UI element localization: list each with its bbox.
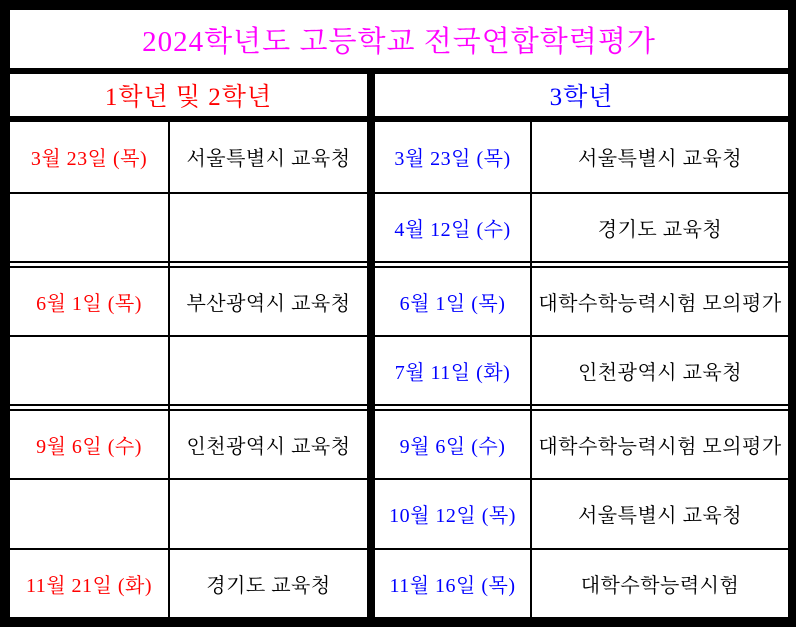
date-cell: 10월 12일 (목) <box>371 479 531 548</box>
org-cell <box>169 193 371 262</box>
org-cell <box>169 336 371 405</box>
org-cell: 대학수학능력시험 <box>531 549 789 618</box>
org-cell: 부산광역시 교육청 <box>169 267 371 336</box>
date-cell: 11월 21일 (화) <box>9 549 169 618</box>
org-cell: 경기도 교육청 <box>531 193 789 262</box>
date-cell: 9월 6일 (수) <box>371 410 531 479</box>
date-cell: 11월 16일 (목) <box>371 549 531 618</box>
org-cell: 서울특별시 교육청 <box>169 119 371 193</box>
date-cell <box>9 193 169 262</box>
org-cell: 대학수학능력시험 모의평가 <box>531 267 789 336</box>
table-row <box>9 410 789 479</box>
date-cell: 3월 23일 (목) <box>371 119 531 193</box>
header-grade-3: 3학년 <box>371 71 789 119</box>
date-cell: 7월 11일 (화) <box>371 336 531 405</box>
date-cell: 6월 1일 (목) <box>371 267 531 336</box>
header-grade-1-2: 1학년 및 2학년 <box>9 71 371 119</box>
date-cell: 4월 12일 (수) <box>371 193 531 262</box>
exam-schedule-table <box>8 8 790 619</box>
date-cell: 6월 1일 (목) <box>9 267 169 336</box>
date-cell: 9월 6일 (수) <box>9 410 169 479</box>
table-row <box>9 193 789 262</box>
date-cell <box>9 336 169 405</box>
page-title: 2024학년도 고등학교 전국연합학력평가 <box>9 9 789 71</box>
org-cell: 서울특별시 교육청 <box>531 479 789 548</box>
table-row <box>9 267 789 336</box>
date-cell: 3월 23일 (목) <box>9 119 169 193</box>
date-cell <box>9 479 169 548</box>
org-cell: 서울특별시 교육청 <box>531 119 789 193</box>
org-cell <box>169 479 371 548</box>
table-row <box>9 119 789 193</box>
org-cell: 경기도 교육청 <box>169 549 371 618</box>
org-cell: 인천광역시 교육청 <box>169 410 371 479</box>
org-cell: 인천광역시 교육청 <box>531 336 789 405</box>
title-row <box>9 9 789 71</box>
header-row <box>9 71 789 119</box>
org-cell: 대학수학능력시험 모의평가 <box>531 410 789 479</box>
table-row <box>9 336 789 405</box>
table-row <box>9 479 789 548</box>
table-row <box>9 549 789 618</box>
